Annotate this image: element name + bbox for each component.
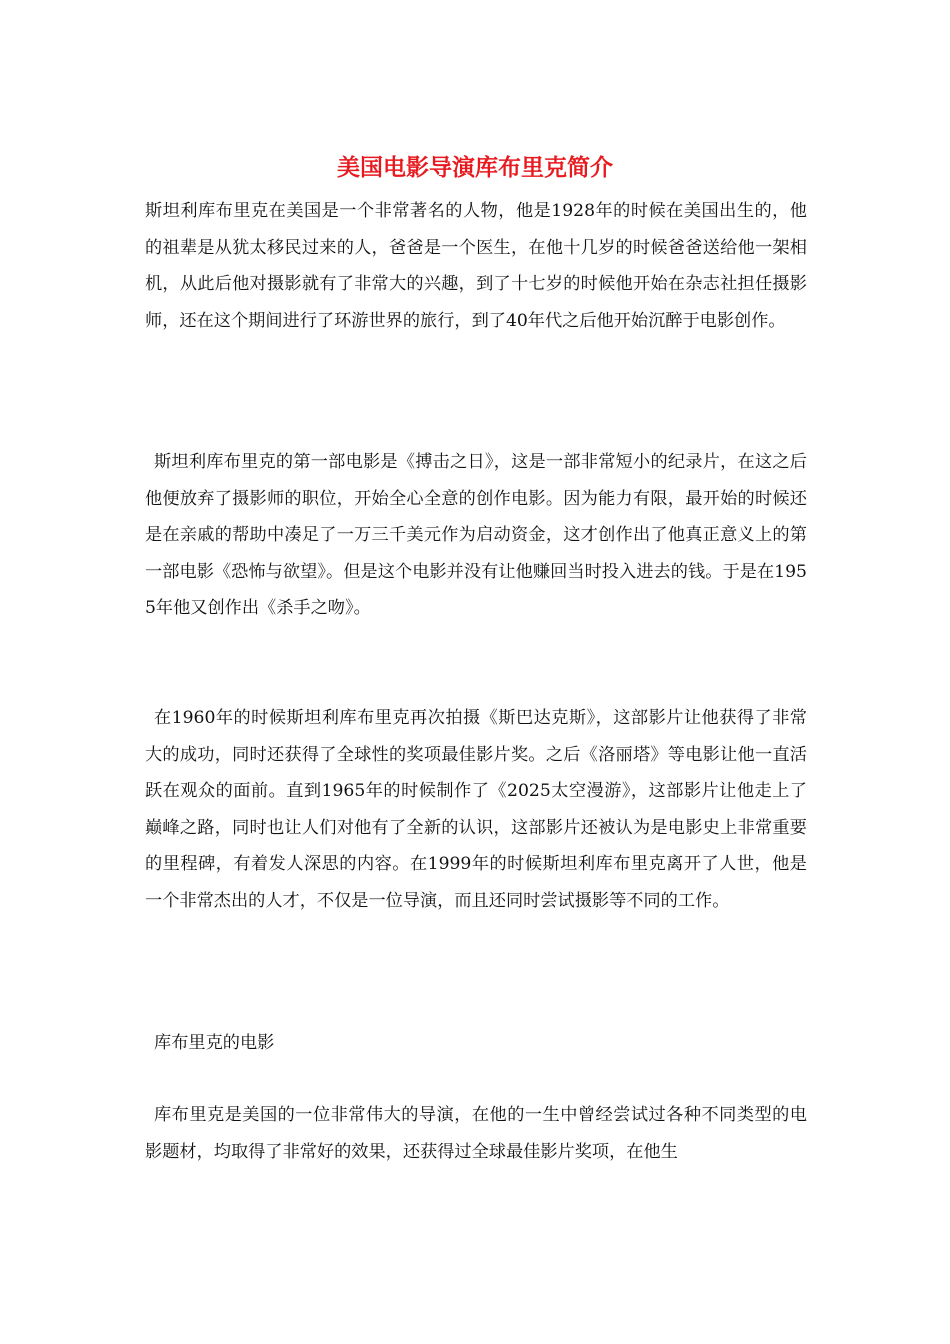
paragraph-intro: 斯坦利库布里克在美国是一个非常著名的人物，他是1928年的时候在美国出生的，他的祖辈是从犹太移民过来的人，爸爸是一个医生，在他十几岁的时候爸爸送给他一架相机，从此后他对摄影就有了非常大的兴趣，到了十七岁的时候他开始在杂志社担任摄影师，还在这个期间进行了环游世界的旅行，到了40年代之后他开始沉醉于电影创作。 bbox=[145, 201, 807, 331]
paragraph-first-films: 斯坦利库布里克的第一部电影是《搏击之日》，这是一部非常短小的纪录片，在这之后他便放弃了摄影师的职位，开始全心全意的创作电影。因为能力有限，最开始的时候还是在亲戚的帮助中凑足了一万三千美元作为启动资金，这才创作出了他真正意义上的第一部电影《恐怖与欲望》。但是这个电影并没有让他赚回当时投入进去的钱。于是在1955年他又创作出《杀手之吻》。 bbox=[145, 452, 807, 618]
document-title: 美国电影导演库布里克简介 bbox=[337, 155, 613, 181]
paragraph-career: 在1960年的时候斯坦利库布里克再次拍摄《斯巴达克斯》，这部影片让他获得了非常大的成功，同时还获得了全球性的奖项最佳影片奖。之后《洛丽塔》等电影让他一直活跃在观众的面前。直到1965年的时候制作了《2025太空漫游》，这部影片让他走上了巅峰之路，同时也让人们对他有了全新的认识，这部影片还被认为是电影史上非常重要的里程碑，有着发人深思的内容。在1999年的时候斯坦利库布里克离开了人世，他是一个非常杰出的人才，不仅是一位导演，而且还同时尝试摄影等不同的工作。 bbox=[145, 708, 807, 911]
paragraph-films: 库布里克是美国的一位非常伟大的导演，在他的一生中曾经尝试过各种不同类型的电影题材，均取得了非常好的效果，还获得过全球最佳影片奖项，在他生 bbox=[145, 1105, 807, 1162]
section-heading: 库布里克的电影 bbox=[154, 1033, 275, 1053]
